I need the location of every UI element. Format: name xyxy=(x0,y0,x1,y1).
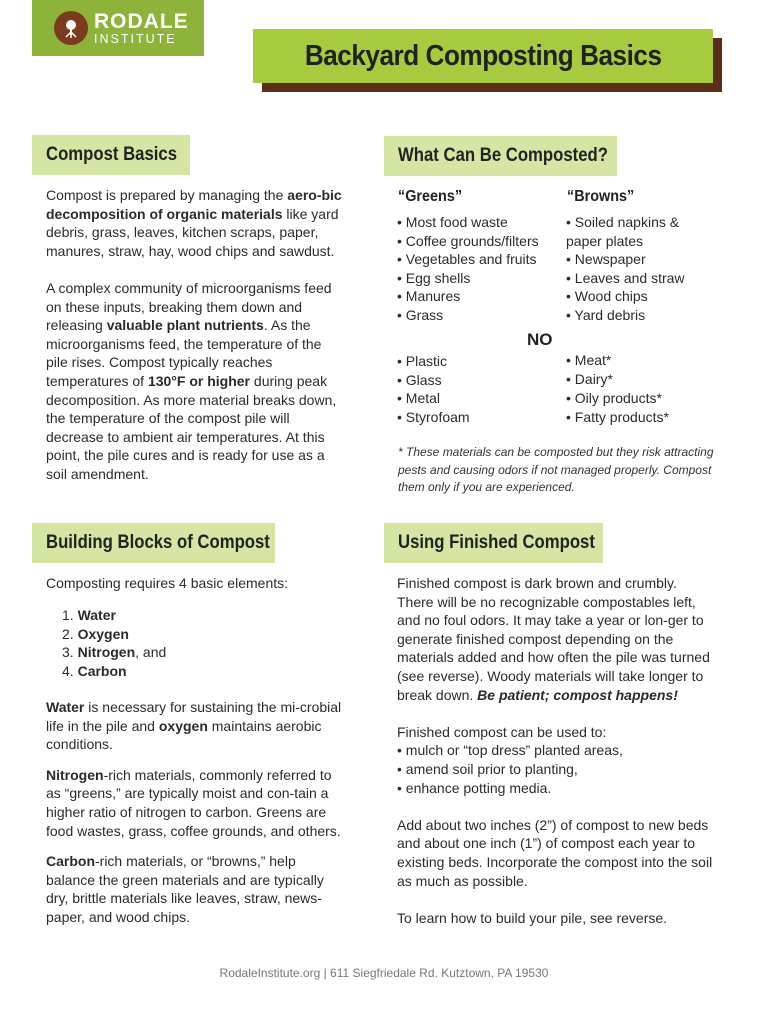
greens-label: “Greens” xyxy=(398,188,463,205)
elements-list xyxy=(62,606,166,680)
element-name: Carbon xyxy=(77,662,127,679)
list-item: • Vegetables and fruits xyxy=(397,251,537,268)
list-item: • Glass xyxy=(397,371,442,388)
finished-body xyxy=(397,574,717,927)
element-item xyxy=(62,625,166,644)
list-item: • Styrofoam xyxy=(397,408,470,425)
emphasis-text: valuable plant nutrients xyxy=(106,317,264,334)
page-title: Backyard Composting Basics xyxy=(304,39,662,72)
title-banner xyxy=(253,29,713,83)
no-right-list xyxy=(566,351,736,427)
finished-p1: Finished compost is dark brown and crumbly. There will be no recognizable compostables left, and no foul odors. It may take a year or lon-ger to generate finished compost depending on the materials added and how often the pile was turned (see reverse). Woody materials will take longer to break down. Be patient; compost happens! xyxy=(397,575,710,703)
carbon-paragraph: Carbon-rich materials, or “browns,” help balance the green materials and are typically dry, brittle materials like leaves, straw, news-paper, and wood chips. xyxy=(46,853,324,925)
list-item: • Leaves and straw xyxy=(566,269,685,286)
element-number: 4. xyxy=(62,662,78,679)
list-item: • Yard debris xyxy=(566,306,646,323)
nitrogen-paragraph: Nitrogen-rich materials, commonly referred to as “greens,” are typically moist and con-tain a higher ratio of nitrogen to carbon. Greens are food wastes, grass, coffee grounds, and others. xyxy=(46,766,341,839)
emphasis-text: oxygen xyxy=(158,717,208,734)
list-item: • Meat* xyxy=(566,352,612,368)
no-label: NO xyxy=(527,330,553,349)
list-item: • enhance potting media. xyxy=(397,779,552,796)
list-item: • Metal xyxy=(397,390,441,407)
element-suffix: , and xyxy=(135,644,167,661)
brand-sub: INSTITUTE xyxy=(94,31,177,46)
emphasis-text: Nitrogen xyxy=(46,766,104,783)
list-item: • Newspaper xyxy=(566,251,646,268)
building-body xyxy=(46,698,346,927)
brand-logo xyxy=(32,0,204,56)
element-item xyxy=(62,606,166,625)
list-item: • Wood chips xyxy=(566,288,648,305)
list-item: • Most food waste xyxy=(397,214,508,230)
list-item: • mulch or “top dress” planted areas, xyxy=(397,742,623,759)
compost-basics-body xyxy=(46,186,342,484)
list-item: • amend soil prior to planting, xyxy=(397,760,578,777)
browns-label: “Browns” xyxy=(567,188,635,205)
no-left-list xyxy=(397,352,557,426)
emphasis-text: Water xyxy=(46,699,85,715)
element-item xyxy=(62,643,166,662)
compost-basics-p2: A complex community of microorganisms feed on these inputs, breaking them down and releasing valuable plant nutrients. As the microorganisms feed, the temperature of the pile rises. Compost typically reaches temperatures of 130°F or higher during peak decomposition. As more material breaks down, the temperature of the compost pile will decrease to ambient air temperatures. At this point, the pile cures and is ready for use as a soil amendment. xyxy=(46,279,337,482)
element-number: 3. xyxy=(62,644,78,661)
element-name: Water xyxy=(77,607,116,623)
emphasis-text: 130°F or higher xyxy=(147,372,251,389)
list-item: • Egg shells xyxy=(397,269,471,286)
compost-basics-heading: Compost Basics xyxy=(32,135,190,175)
emphasis-text: Carbon xyxy=(46,853,95,870)
tree-icon xyxy=(54,11,88,45)
uses-intro: Finished compost can be used to: xyxy=(397,723,607,740)
list-item: • Grass xyxy=(397,306,444,323)
emphasis-text: aero-bic decomposition of organic materials xyxy=(46,187,342,222)
building-blocks-heading: Building Blocks of Compost xyxy=(32,523,275,563)
finished-p3: Add about two inches (2”) of compost to new beds and about one inch (1”) of compost each year to existing beds. Incorporate the compost into the soil as much as possible. xyxy=(397,816,713,889)
list-item: • Oily products* xyxy=(566,390,662,406)
list-item: • Plastic xyxy=(397,353,448,369)
greens-list xyxy=(397,213,562,325)
element-item xyxy=(62,662,166,681)
list-item: paper plates xyxy=(566,232,644,249)
brand-name: RODALE xyxy=(94,9,189,33)
list-item: • Coffee grounds/filters xyxy=(397,232,539,249)
water-paragraph: Water is necessary for sustaining the mi-crobial life in the pile and oxygen maintains aerobic conditions. xyxy=(46,699,342,753)
list-item: • Dairy* xyxy=(566,371,613,387)
uses-list xyxy=(397,741,717,797)
element-number: 1. xyxy=(62,607,78,623)
footer-address: RodaleInstitute.org | 611 Siegfriedale Rd. Kutztown, PA 19530 xyxy=(219,966,549,980)
building-intro: Composting requires 4 basic elements: xyxy=(46,575,289,591)
element-name: Nitrogen xyxy=(77,644,136,661)
footnote: * These materials can be composted but they risk attracting pests and causing odors if not managed properly. Compost them only if you are experienced. xyxy=(398,445,714,494)
list-item: • Manures xyxy=(397,288,461,305)
emphasis-text: Be patient; compost happens! xyxy=(477,686,678,703)
compost-basics-p1: Compost is prepared by managing the aero-bic decomposition of organic materials like yard debris, grass, leaves, kitchen scraps, paper, manures, straw, hay, wood chips and sawdust. xyxy=(46,187,342,259)
finished-p4: To learn how to build your pile, see reverse. xyxy=(397,909,668,926)
browns-list xyxy=(566,213,736,325)
element-number: 2. xyxy=(62,625,78,642)
element-name: Oxygen xyxy=(77,625,129,642)
what-can-heading: What Can Be Composted? xyxy=(384,136,617,176)
list-item: • Soiled napkins & xyxy=(566,214,680,230)
finished-compost-heading: Using Finished Compost xyxy=(384,523,603,563)
list-item: • Fatty products* xyxy=(566,409,669,425)
